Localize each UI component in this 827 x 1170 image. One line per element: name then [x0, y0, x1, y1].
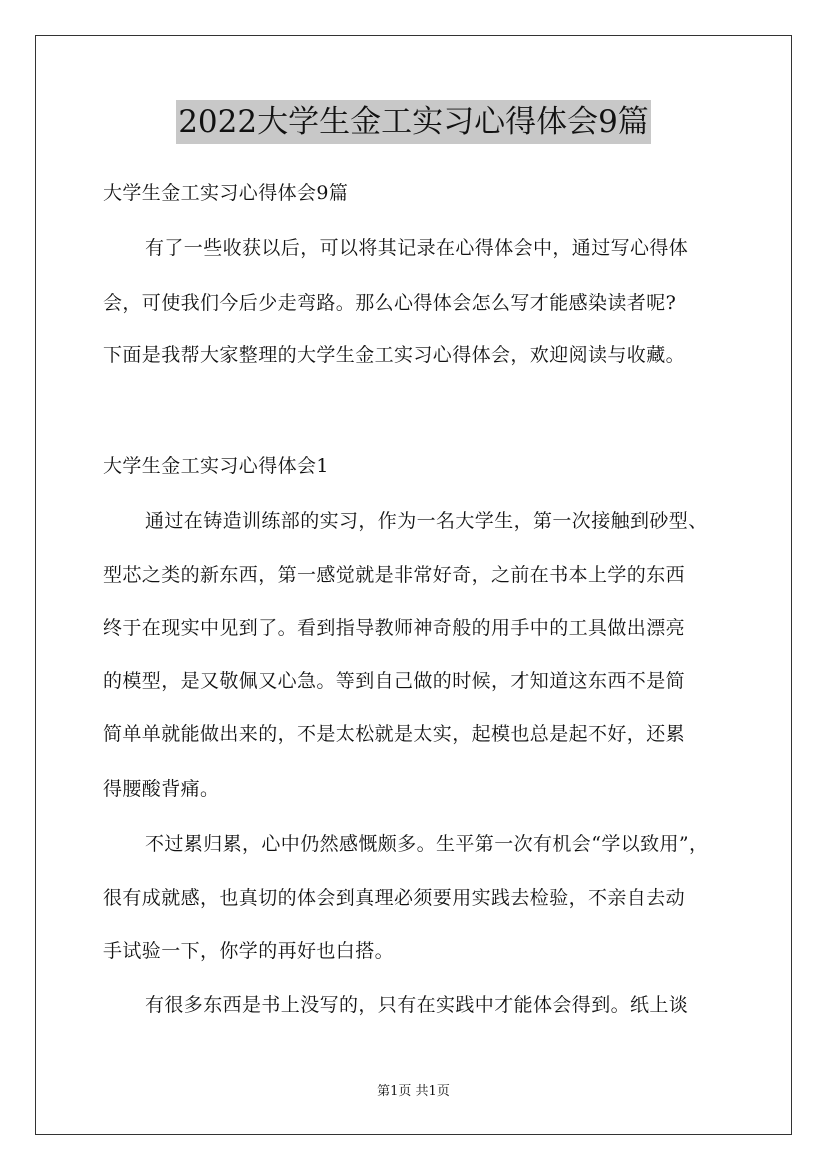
section-heading: 大学生金工实习心得体会1: [103, 455, 329, 477]
paragraph2-line-1: 不过累归累，心中仍然感慨颇多。生平第一次有机会“学以致用”，: [145, 833, 709, 855]
title-container: [0, 100, 827, 144]
paragraph2-line-2: 很有成就感，也真切的体会到真理必须要用实践去检验，不亲自去动: [103, 887, 686, 909]
paragraph3-line-1: 有很多东西是书上没写的，只有在实践中才能体会得到。纸上谈: [145, 994, 689, 1016]
intro-line-2: 会，可使我们今后少走弯路。那么心得体会怎么写才能感染读者呢?: [103, 292, 677, 314]
paragraph1-line-2: 型芯之类的新东西，第一感觉就是非常好奇，之前在书本上学的东西: [103, 564, 686, 586]
intro-line-3: 下面是我帮大家整理的大学生金工实习心得体会，欢迎阅读与收藏。: [103, 344, 686, 366]
page-footer: 第1页 共1页: [377, 1084, 450, 1099]
paragraph2-line-3: 手试验一下，你学的再好也白搭。: [103, 940, 395, 962]
paragraph1-line-6: 得腰酸背痛。: [103, 778, 220, 800]
intro-line-1: 有了一些收获以后，可以将其记录在心得体会中，通过写心得体: [145, 237, 689, 259]
document-subtitle: 大学生金工实习心得体会9篇: [103, 182, 349, 204]
document-title: 2022大学生金工实习心得体会9篇: [176, 100, 651, 144]
paragraph1-line-4: 的模型，是又敬佩又心急。等到自己做的时候，才知道这东西不是简: [103, 670, 686, 692]
paragraph1-line-5: 简单单就能做出来的，不是太松就是太实，起模也总是起不好，还累: [103, 723, 686, 745]
paragraph1-line-1: 通过在铸造训练部的实习，作为一名大学生，第一次接触到砂型、: [145, 510, 708, 532]
paragraph1-line-3: 终于在现实中见到了。看到指导教师神奇般的用手中的工具做出漂亮: [103, 617, 686, 639]
